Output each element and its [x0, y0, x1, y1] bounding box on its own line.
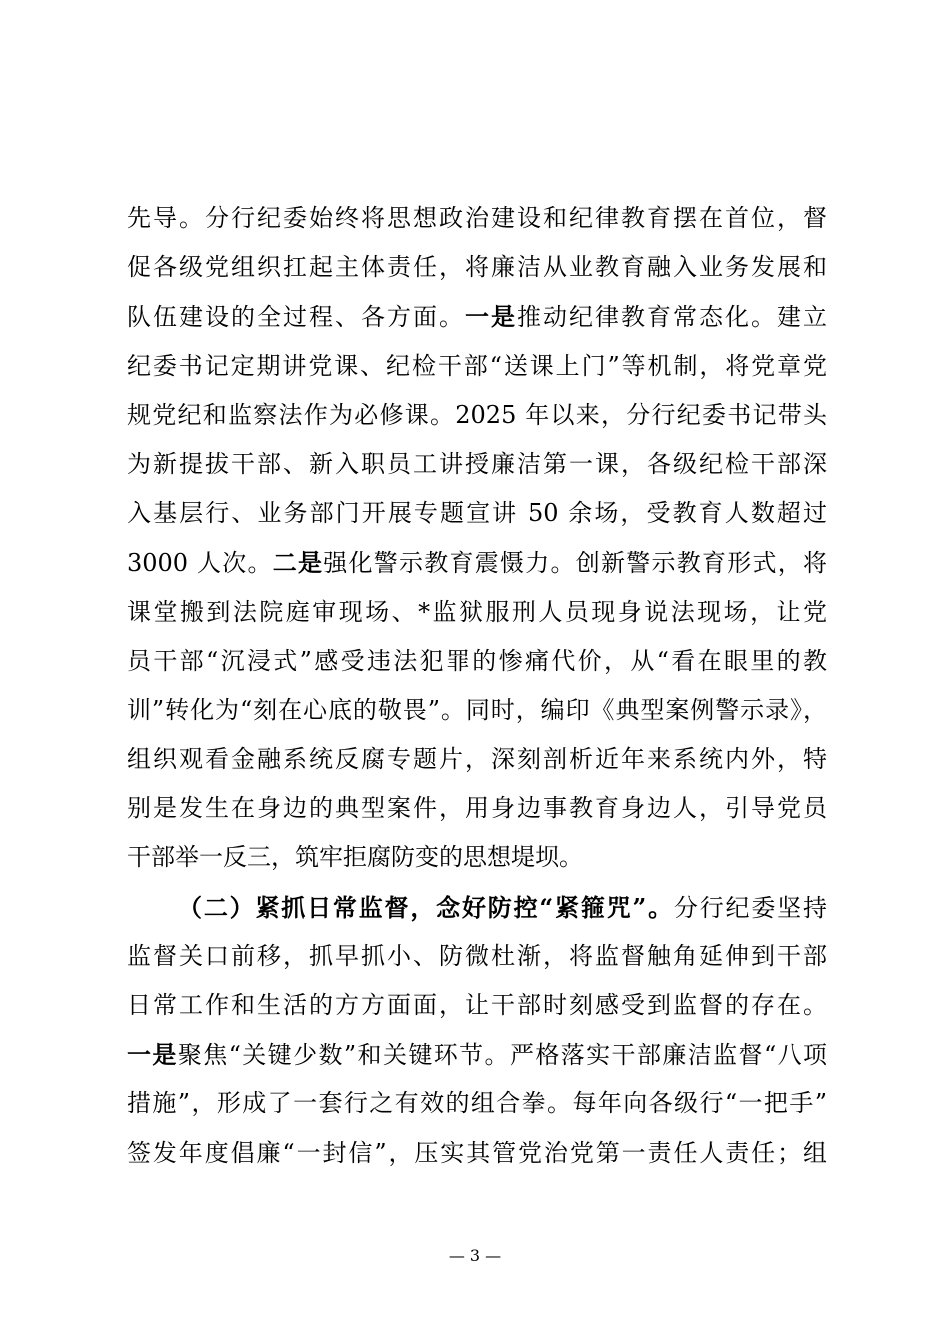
text-segment: 别是发生在身边的典型案件，用身边事教育身边人，引导党员 — [127, 794, 827, 823]
text-line — [127, 342, 827, 391]
text-line — [127, 686, 827, 735]
text-line — [127, 588, 827, 637]
text-line — [127, 932, 827, 981]
text-line — [127, 1129, 827, 1178]
text-segment: 队伍建设的全过程、各方面。 — [127, 303, 465, 332]
page-number: — 3 — — [448, 1246, 502, 1265]
text-line — [127, 489, 827, 538]
text-segment: 为新提拔干部、新入职员工讲授廉洁第一课，各级纪检干部深 — [127, 449, 827, 478]
text-line — [127, 981, 827, 1030]
text-segment: 签发年度倡廉“一封信”，压实其管党治党第一责任人责任；组 — [127, 1138, 827, 1167]
text-segment: 训”转化为“刻在心底的敬畏”。同时，编印《典型案例警示录》， — [127, 695, 827, 724]
text-line — [127, 391, 827, 440]
text-segment: 3000 人次。 — [127, 549, 273, 578]
text-line — [127, 637, 827, 686]
bold-text-segment: （二）紧抓日常监督，念好防控“紧箍咒”。 — [178, 892, 674, 922]
text-segment: 推动纪律教育常态化。建立 — [517, 303, 827, 332]
text-segment: 纪委书记定期讲党课、纪检干部“送课上门”等机制，将党章党 — [127, 351, 827, 380]
text-segment: 促各级党组织扛起主体责任，将廉洁从业教育融入业务发展和 — [127, 253, 827, 282]
text-line — [127, 784, 827, 833]
text-line — [127, 1030, 827, 1079]
text-segment: 监督关口前移，抓早抓小、防微杜渐，将监督触角延伸到干部 — [127, 941, 827, 970]
text-segment: 措施”，形成了一套行之有效的组合拳。每年向各级行“一把手” — [127, 1089, 827, 1118]
text-segment: 分行纪委坚持 — [673, 893, 827, 922]
text-line — [127, 883, 827, 932]
bold-text-segment: 一是 — [127, 1040, 178, 1070]
text-segment: 干部举一反三，筑牢拒腐防变的思想堤坝。 — [127, 843, 583, 872]
text-line — [127, 292, 827, 341]
document-body — [127, 194, 827, 1178]
text-segment: 组织观看金融系统反腐专题片，深刻剖析近年来系统内外，特 — [127, 745, 827, 774]
text-segment: 先导。分行纪委始终将思想政治建设和纪律教育摆在首位，督 — [127, 204, 827, 232]
text-segment: 课堂搬到法院庭审现场、*监狱服刑人员现身说法现场，让党 — [127, 597, 827, 626]
bold-text-segment: 二是 — [272, 548, 324, 578]
text-line — [127, 1079, 827, 1128]
text-segment: 聚焦“关键少数”和关键环节。严格落实干部廉洁监督“八项 — [177, 1041, 828, 1070]
text-segment: 员干部“沉浸式”感受违法犯罪的惨痛代价，从“看在眼里的教 — [127, 646, 827, 675]
text-segment: 规党纪和监察法作为必修课。2025 年以来，分行纪委书记带头 — [127, 400, 827, 429]
text-segment: 日常工作和生活的方方面面，让干部时刻感受到监督的存在。 — [127, 991, 827, 1019]
text-line — [127, 833, 827, 882]
text-segment: 入基层行、业务部门开展专题宣讲 50 余场，受教育人数超过 — [127, 499, 827, 528]
bold-text-segment: 一是 — [465, 302, 517, 332]
text-line — [127, 538, 827, 587]
text-line — [127, 735, 827, 784]
text-line — [127, 440, 827, 489]
text-line — [127, 194, 827, 243]
text-line — [127, 243, 827, 292]
text-segment: 强化警示教育震慑力。创新警示教育形式，将 — [323, 549, 828, 578]
